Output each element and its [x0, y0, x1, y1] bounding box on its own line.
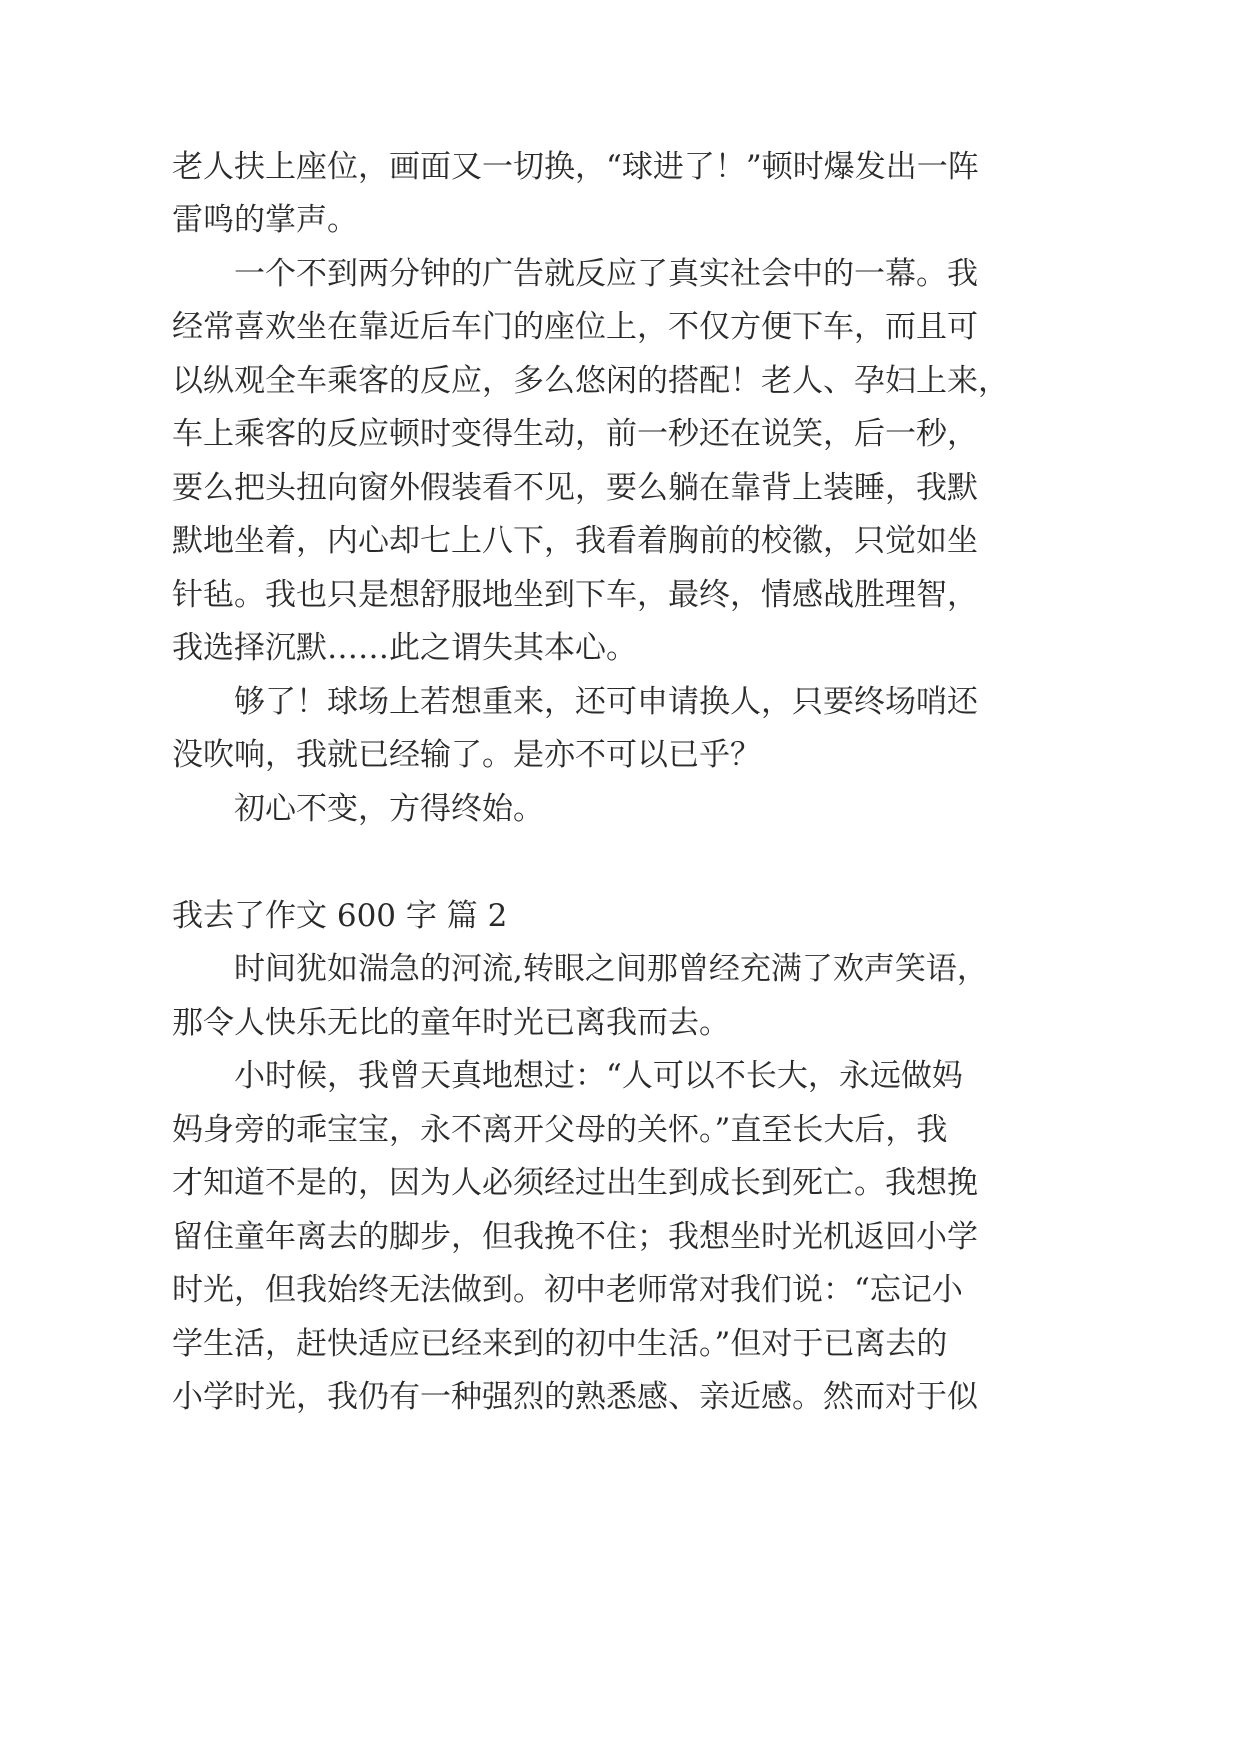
text-line: 时光，但我始终无法做到。初中老师常对我们说：“忘记小	[172, 1272, 963, 1308]
section-heading: 我去了作文 600 字 篇 2	[172, 898, 508, 934]
text-line: 学生活，赶快适应已经来到的初中生活。”但对于已离去的	[172, 1326, 948, 1362]
text-line: 留住童年离去的脚步，但我挽不住；我想坐时光机返回小学	[172, 1219, 978, 1255]
text-line: 经常喜欢坐在靠近后车门的座位上，不仅方便下车，而且可	[172, 309, 978, 345]
text-line: 雷鸣的掌声。	[172, 202, 358, 238]
text-line: 车上乘客的反应顿时变得生动，前一秒还在说笑，后一秒，	[172, 416, 978, 452]
text-line: 默地坐着，内心却七上八下，我看着胸前的校徽，只觉如坐	[172, 523, 978, 559]
text-line: 没吹响，我就已经输了。是亦不可以已乎？	[172, 737, 761, 773]
text-line: 小学时光，我仍有一种强烈的熟悉感、亲近感。然而对于似	[172, 1379, 978, 1415]
paragraph-first-line: 一个不到两分钟的广告就反应了真实社会中的一幕。我	[234, 256, 978, 292]
text-line: 要么把头扭向窗外假装看不见，要么躺在靠背上装睡，我默	[172, 470, 978, 506]
paragraph-first-line: 初心不变，方得终始。	[234, 791, 544, 827]
text-line: 才知道不是的，因为人必须经过出生到成长到死亡。我想挽	[172, 1165, 978, 1201]
text-line: 那令人快乐无比的童年时光已离我而去。	[172, 1005, 730, 1041]
text-line: 妈身旁的乖宝宝，永不离开父母的关怀。”直至长大后，我	[172, 1112, 948, 1148]
text-line: 我选择沉默……此之谓失其本心。	[172, 630, 637, 666]
text-line: 针毡。我也只是想舒服地坐到下车，最终，情感战胜理智，	[172, 577, 978, 613]
text-line: 以纵观全车乘客的反应，多么悠闲的搭配！老人、孕妇上来，	[172, 363, 1009, 399]
paragraph-first-line: 小时候，我曾天真地想过：“人可以不长大，永远做妈	[234, 1058, 963, 1094]
text-line: 老人扶上座位，画面又一切换，“球进了！”顿时爆发出一阵	[172, 149, 979, 185]
paragraph-first-line: 够了！球场上若想重来，还可申请换人，只要终场哨还	[234, 684, 978, 720]
paragraph-first-line: 时间犹如湍急的河流,转眼之间那曾经充满了欢声笑语，	[234, 951, 988, 987]
